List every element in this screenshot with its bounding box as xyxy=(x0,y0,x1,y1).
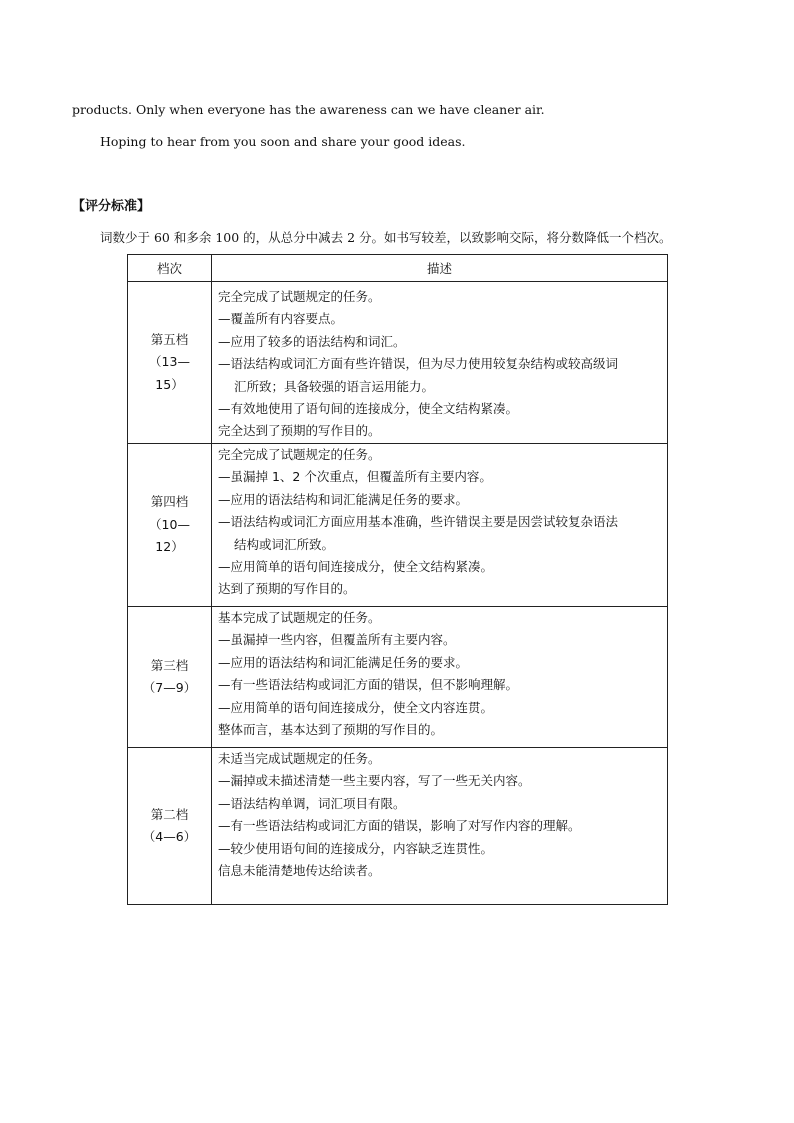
description-line: 达到了预期的写作目的。 xyxy=(218,581,356,597)
level-row-5 xyxy=(128,282,668,444)
description-line: 整体而言，基本达到了预期的写作目的。 xyxy=(218,722,444,738)
description-line: —有一些语法结构或词汇方面的错误，但不影响理解。 xyxy=(218,677,519,693)
description-line: —虽漏掉一些内容，但覆盖所有主要内容。 xyxy=(218,632,456,648)
level-name: 第二档 xyxy=(150,806,189,822)
description-line: 完全达到了预期的写作目的。 xyxy=(218,423,381,439)
description-cell xyxy=(212,748,668,905)
level-cell xyxy=(128,444,212,607)
description-line: —应用简单的语句间连接成分，使全文内容连贯。 xyxy=(218,699,494,715)
description-line: —语法结构或词汇方面有些许错误，但为尽力使用较复杂结构或较高级词 xyxy=(218,356,619,372)
description-line: 结构或词汇所致。 xyxy=(234,536,335,552)
letter-line-2: Hoping to hear from you soon and share your good ideas. xyxy=(100,134,466,149)
rubric-header-row xyxy=(128,255,668,282)
description-line: —语法结构或词汇方面应用基本准确，些许错误主要是因尝试较复杂语法 xyxy=(218,514,619,530)
description-line: —较少使用语句间的连接成分，内容缺乏连贯性。 xyxy=(218,840,494,856)
description-line: —应用简单的语句间连接成分，使全文结构紧凑。 xyxy=(218,559,494,575)
level-range: 15） xyxy=(155,376,184,392)
level-range: 12） xyxy=(155,539,184,555)
level-cell xyxy=(128,282,212,444)
level-row-2 xyxy=(128,748,668,905)
description-line: —有效地使用了语句间的连接成分，使全文结构紧凑。 xyxy=(218,401,519,417)
description-line: —覆盖所有内容要点。 xyxy=(218,311,344,327)
rubric-note: 词数少于 60 和多余 100 的，从总分中减去 2 分。如书写较差，以致影响交际，将分数降低一个档次。 xyxy=(100,230,672,245)
description-line: —漏掉或未描述清楚一些主要内容，写了一些无关内容。 xyxy=(218,773,531,789)
rubric-heading: 【评分标准】 xyxy=(72,199,151,214)
description-line: —虽漏掉 1、2 个次重点，但覆盖所有主要内容。 xyxy=(218,469,492,485)
level-range: （10— xyxy=(149,516,190,532)
header-level: 档次 xyxy=(128,255,212,282)
description-line: 完全完成了试题规定的任务。 xyxy=(218,289,381,304)
letter-line-1: products. Only when everyone has the awareness can we have cleaner air. xyxy=(72,102,545,117)
description-line: —应用了较多的语法结构和词汇。 xyxy=(218,333,406,349)
level-range: （7—9） xyxy=(142,680,197,695)
level-name: 第四档 xyxy=(150,494,189,510)
description-cell xyxy=(212,607,668,748)
description-line: —应用的语法结构和词汇能满足任务的要求。 xyxy=(218,654,469,670)
description-line: —应用的语法结构和词汇能满足任务的要求。 xyxy=(218,491,469,507)
rubric-table xyxy=(127,254,668,905)
description-cell xyxy=(212,282,668,444)
description-line: 汇所致；具备较强的语言运用能力。 xyxy=(234,378,435,394)
level-cell xyxy=(128,607,212,748)
description-line: 完全完成了试题规定的任务。 xyxy=(218,447,381,462)
description-line: 未适当完成试题规定的任务。 xyxy=(218,751,381,766)
description-line: 基本完成了试题规定的任务。 xyxy=(218,610,381,625)
level-cell xyxy=(128,748,212,905)
level-name: 第三档 xyxy=(150,657,189,673)
level-range: （13— xyxy=(149,354,190,370)
level-name: 第五档 xyxy=(150,331,189,347)
description-line: —语法结构单调，词汇项目有限。 xyxy=(218,795,406,811)
header-description: 描述 xyxy=(212,255,668,282)
description-cell xyxy=(212,444,668,607)
level-range: （4—6） xyxy=(142,829,197,844)
level-row-4 xyxy=(128,444,668,607)
description-line: 信息未能清楚地传达给读者。 xyxy=(218,863,381,879)
level-row-3 xyxy=(128,607,668,748)
description-line: —有一些语法结构或词汇方面的错误，影响了对写作内容的理解。 xyxy=(218,818,581,834)
